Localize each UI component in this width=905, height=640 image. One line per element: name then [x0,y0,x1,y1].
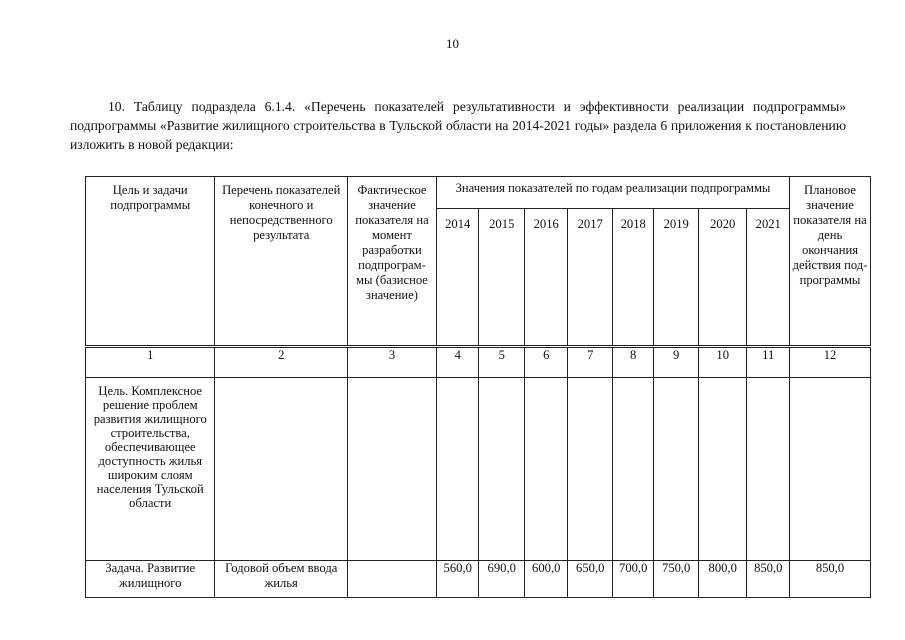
value-2020: 800,0 [698,561,747,598]
column-number: 10 [698,347,747,378]
value-2017: 650,0 [568,561,613,598]
indicators-table [85,176,871,598]
year-2018: 2018 [612,209,653,347]
table-cell [698,378,747,561]
table-cell [347,378,436,561]
header-planned: Плановое значение показателя на день окончания действия под-программы [790,177,871,347]
value-2016: 600,0 [524,561,567,598]
year-2016: 2016 [524,209,567,347]
column-number: 2 [215,347,348,378]
table-cell [215,378,348,561]
table-cell [790,378,871,561]
column-numbers-row [86,347,871,378]
column-number: 4 [436,347,478,378]
column-number: 1 [86,347,215,378]
year-2014: 2014 [436,209,478,347]
column-number: 7 [568,347,613,378]
header-values-group: Значения показателей по годам реализации подпрограммы [436,177,789,209]
value-2021: 850,0 [747,561,790,598]
year-2019: 2019 [654,209,699,347]
column-number: 12 [790,347,871,378]
value-2015: 690,0 [479,561,525,598]
year-2017: 2017 [568,209,613,347]
intro-text: 10. Таблицу подраздела 6.1.4. «Перечень показателей результативности и эффективности реализации подпрограммы» подпрограммы «Развитие жилищного строительства в Тульской области на 2014-2021 годы» раздела 6 приложения к постановлению изложить в новой редакции: [70,99,846,152]
page-number: 10 [446,36,459,51]
year-2021: 2021 [747,209,790,347]
table-cell [747,378,790,561]
table-cell [568,378,613,561]
table-cell [436,378,478,561]
value-2014: 560,0 [436,561,478,598]
task-indicator: Годовой объем ввода жилья [215,561,348,598]
value-2019: 750,0 [654,561,699,598]
column-number: 9 [654,347,699,378]
table-cell [479,378,525,561]
column-number: 11 [747,347,790,378]
header-actual: Фактическое значение показателя на момент разработки подпрограм-мы (базисное значение) [347,177,436,347]
column-number: 3 [347,347,436,378]
column-number: 8 [612,347,653,378]
task-row [86,561,871,598]
header-row [86,177,871,209]
table-cell [612,378,653,561]
table-cell [524,378,567,561]
table-cell [654,378,699,561]
planned-value: 850,0 [790,561,871,598]
year-2015: 2015 [479,209,525,347]
column-number: 5 [479,347,525,378]
task-text: Задача. Развитие жилищного [86,561,215,598]
column-number: 6 [524,347,567,378]
intro-paragraph [70,97,846,154]
year-2020: 2020 [698,209,747,347]
goal-row [86,378,871,561]
header-goal: Цель и задачи подпрограммы [86,177,215,347]
value-2018: 700,0 [612,561,653,598]
header-indicators: Перечень показателей конечного и непосредственного результата [215,177,348,347]
goal-text: Цель. Комплексное решение проблем развития жилищного строительства, обеспечивающее доступность жилья широким слоям населения Тульской области [86,378,215,561]
task-actual-value [347,561,436,598]
